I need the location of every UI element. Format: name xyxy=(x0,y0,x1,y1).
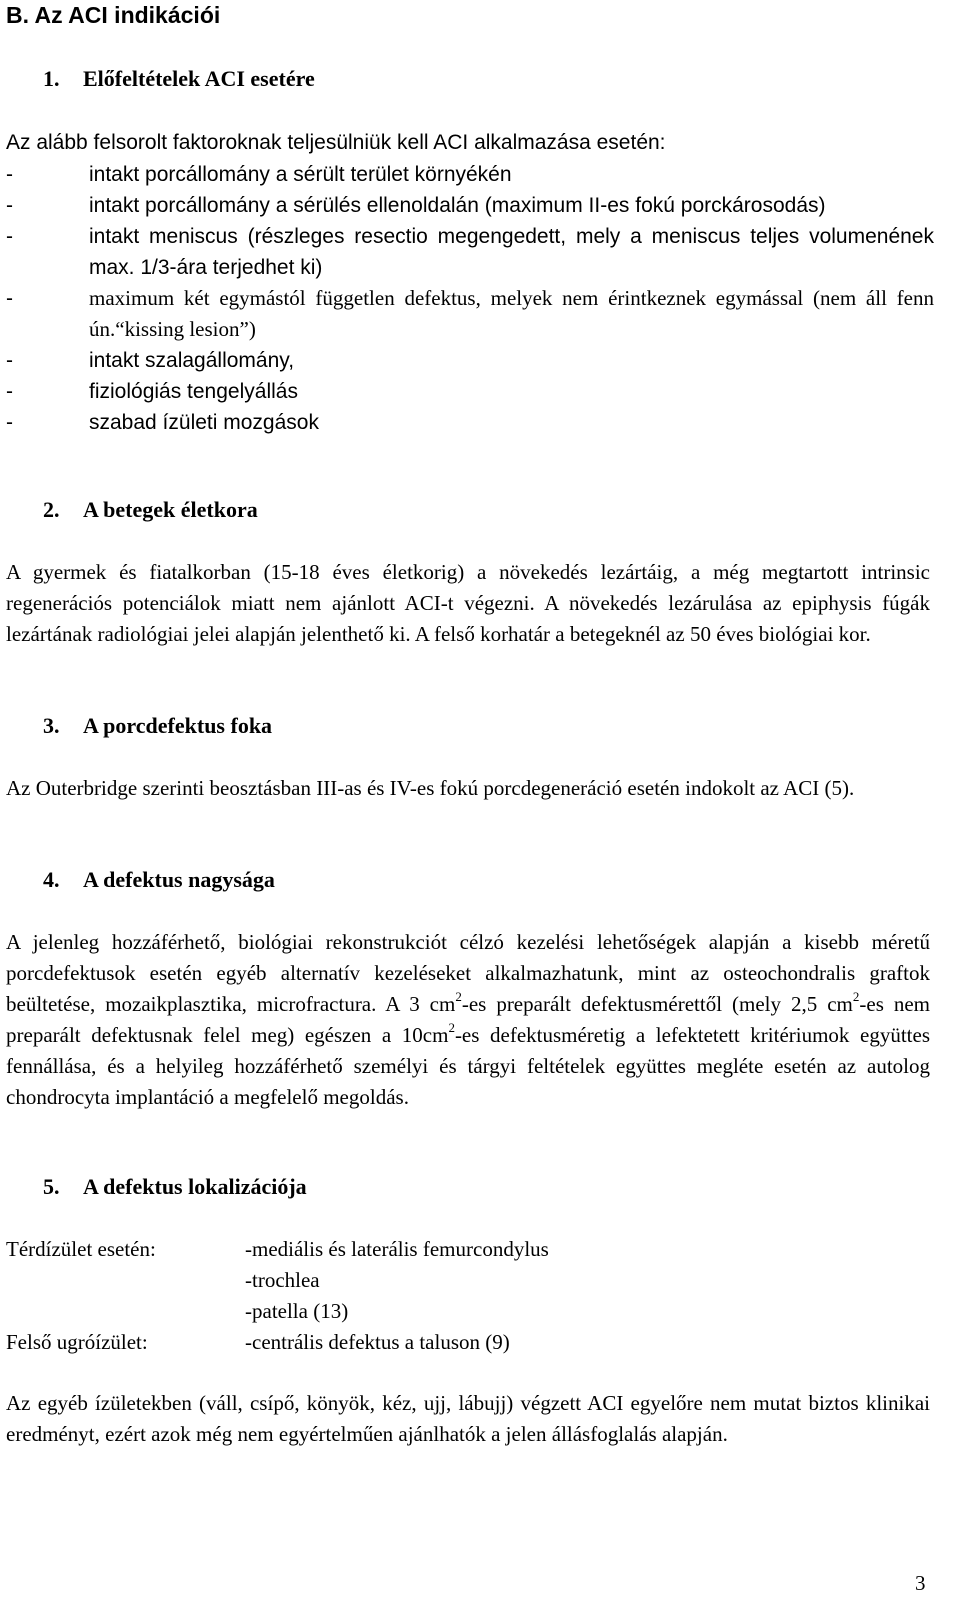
section-4-text-part: -es preparált defektusmérettől (mely 2,5 cm xyxy=(461,992,853,1016)
section-2-title xyxy=(43,497,258,523)
bullet-dash: - xyxy=(6,194,13,217)
location-row xyxy=(6,1234,549,1265)
list-item-text: intakt porcállomány a sérülés ellenoldalán (maximum II-es fokú porckárosodás) xyxy=(89,194,826,217)
location-row xyxy=(6,1265,549,1296)
bullet-dash: - xyxy=(6,225,13,248)
section-1-intro: Az alább felsorolt faktoroknak teljesülniük kell ACI alkalmazása esetén: xyxy=(6,131,666,154)
page-number: 3 xyxy=(915,1571,926,1595)
section-1-title xyxy=(43,66,315,92)
list-item xyxy=(6,283,934,345)
list-item-text: maximum két egymástól független defektus, melyek nem érintkeznek egymással (nem áll fenn ún.“kissing lesion”) xyxy=(89,286,934,341)
bullet-dash: - xyxy=(6,380,13,403)
section-4-paragraph xyxy=(6,927,930,1113)
superscript: 2 xyxy=(455,989,462,1004)
section-4-title-text: A defektus nagysága xyxy=(83,867,275,892)
location-row xyxy=(6,1296,549,1327)
section-4-title xyxy=(43,867,275,893)
list-item xyxy=(6,190,934,221)
bullet-dash: - xyxy=(6,287,13,310)
section-5-title xyxy=(43,1174,307,1200)
section-1-number: 1. xyxy=(43,66,60,91)
superscript: 2 xyxy=(852,989,860,1004)
section-3-paragraph: Az Outerbridge szerinti beosztásban III-as és IV-es fokú porcdegeneráció esetén indokolt az ACI (5). xyxy=(6,776,855,800)
list-item-text: fiziológiás tengelyállás xyxy=(89,380,298,403)
section-5-title-text: A defektus lokalizációja xyxy=(83,1174,307,1199)
section-2-title-text: A betegek életkora xyxy=(83,497,258,522)
section-5-paragraph: Az egyéb ízületekben (váll, csípő, könyök, kéz, ujj, lábujj) végzett ACI egyelőre nem mutat biztos klinikai eredményt, ezért azok még nem egyértelműen ajánlhatók a jelen állásfoglalás alapján. xyxy=(6,1391,930,1446)
section-2-paragraph: A gyermek és fiatalkorban (15-18 éves életkorig) a növekedés lezártáig, a még megtartott intrinsic regenerációs potenciálok miatt nem ajánlott ACI-t végezni. A növekedés lezárulása az epiphysis fúgák lezártának radiológiai jelei alapján jelenthető ki. A felső korhatár a betegeknél az 50 éves biológiai kor. xyxy=(6,560,930,646)
section-3-title-text: A porcdefektus foka xyxy=(83,713,273,738)
location-label xyxy=(6,1265,245,1296)
list-item-text: intakt meniscus (részleges resectio megengedett, mely a meniscus teljes volumenének max. 1/3-ára terjedhet ki) xyxy=(89,225,934,279)
prerequisite-list xyxy=(6,159,934,438)
bullet-dash: - xyxy=(6,163,13,186)
list-item xyxy=(6,345,934,376)
section-5-number: 5. xyxy=(43,1174,60,1199)
section-4-text-part: -es defektusméretig a lefektetett kritériumok együttes fennállása, és a helyileg hozzáférhető személyi és tárgyi feltételek együttes megléte esetén az autolog chondrocyta implantáció a megfelelő megoldás. xyxy=(6,1023,930,1109)
section-3-number: 3. xyxy=(43,713,60,738)
section-4-text-part: A jelenleg hozzáférhető, biológiai rekonstrukciót célzó kezelési lehetőségek alapján a kisebb méretű porcdefektusok esetén egyéb alternatív kezeléseket alkalmazhatunk, mint az osteochondralis graftok beültetése, mozaikplasztika, microfractura. A 3 cm xyxy=(6,930,930,1016)
section-1-title-text: Előfeltételek ACI esetére xyxy=(83,66,315,91)
document-heading: B. Az ACI indikációi xyxy=(6,2,221,28)
location-label: Térdízület esetén: xyxy=(6,1237,156,1261)
list-item xyxy=(6,159,934,190)
location-row xyxy=(6,1327,549,1358)
list-item-text: intakt szalagállomány, xyxy=(89,349,295,372)
superscript: 2 xyxy=(448,1020,455,1035)
location-label: Felső ugróízület: xyxy=(6,1330,148,1354)
location-value: -mediális és laterális femurcondylus xyxy=(245,1237,549,1261)
list-item-text: intakt porcállomány a sérült terület környékén xyxy=(89,163,512,186)
location-table xyxy=(6,1234,549,1358)
bullet-dash: - xyxy=(6,349,13,372)
bullet-dash: - xyxy=(6,411,13,434)
location-label xyxy=(6,1296,245,1327)
list-item-text: szabad ízületi mozgások xyxy=(89,411,319,434)
section-4-number: 4. xyxy=(43,867,60,892)
list-item xyxy=(6,407,934,438)
section-2-number: 2. xyxy=(43,497,60,522)
list-item xyxy=(6,221,934,283)
section-4-text-part: -es nem preparált defektusnak felel meg) egészen a 10cm xyxy=(6,992,930,1047)
location-value: -trochlea xyxy=(245,1268,320,1292)
section-3-title xyxy=(43,713,272,739)
location-value: -centrális defektus a taluson (9) xyxy=(245,1330,510,1354)
location-value: -patella (13) xyxy=(245,1299,349,1323)
list-item xyxy=(6,376,934,407)
